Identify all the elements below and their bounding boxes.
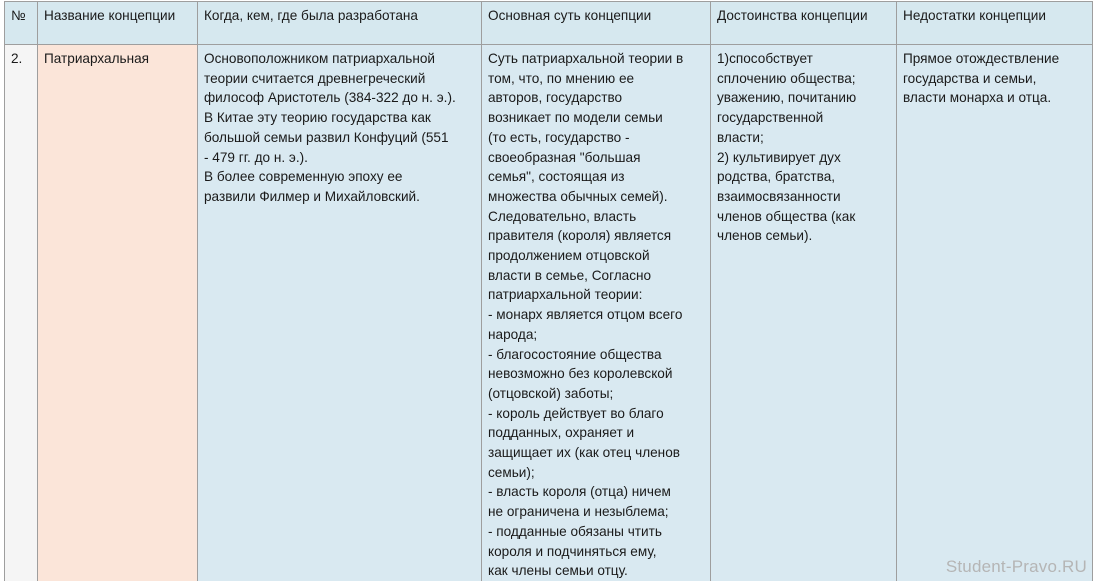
text-line: - власть короля (отца) ничем — [488, 484, 671, 500]
text-line: народа; — [488, 326, 538, 342]
text-line: власти монарха и отца. — [903, 90, 1052, 106]
concepts-table — [4, 1, 1093, 581]
text-line: как члены семьи отцу. — [488, 563, 628, 579]
text-line: авторов, государство — [488, 90, 623, 106]
table-row — [5, 45, 1093, 581]
text-line: подданных, охраняет и — [488, 425, 635, 441]
text-line: большой семьи развил Конфуций (551 — [204, 129, 449, 145]
text-line: правителя (короля) является — [488, 228, 672, 244]
cell-num: 2. — [5, 45, 38, 581]
text-line: невозможно без королевской — [488, 366, 673, 382]
text-line: членов семьи). — [717, 228, 813, 244]
text-line: В Китае эту теорию государства как — [204, 110, 431, 126]
text-line: В более современную эпоху ее — [204, 169, 403, 185]
text-line: том, что, по мнению ее — [488, 70, 635, 86]
text-line: 1)способствует — [717, 51, 813, 66]
cell-advantages — [711, 45, 897, 581]
text-line: родства, братства, — [717, 169, 836, 185]
table-header-row — [5, 2, 1093, 45]
text-line: развили Филмер и Михайловский. — [204, 188, 420, 204]
header-essence: Основная суть концепции — [482, 2, 711, 45]
cell-origin — [198, 45, 482, 581]
text-line: - благосостояние общества — [488, 346, 662, 362]
cell-name: Патриархальная — [38, 45, 198, 581]
text-line: возникает по модели семьи — [488, 110, 663, 126]
header-num: № — [5, 2, 38, 45]
text-line: защищает их (как отец членов — [488, 445, 680, 461]
header-name: Название концепции — [38, 2, 198, 45]
text-line: философ Аристотель (384-322 до н. э.). — [204, 90, 456, 106]
text-line: патриархальной теории: — [488, 287, 643, 303]
text-line: власти; — [717, 129, 764, 145]
cell-disadvantages — [897, 45, 1093, 581]
text-line: (то есть, государство - — [488, 129, 630, 145]
text-line: семьи); — [488, 464, 535, 480]
text-line: членов общества (как — [717, 208, 856, 224]
text-line: короля и подчиняться ему, — [488, 543, 657, 559]
text-line: своеобразная "большая — [488, 149, 641, 165]
text-line: - 479 гг. до н. э.). — [204, 149, 308, 165]
text-line: взаимосвязанности — [717, 188, 841, 204]
text-line: сплочению общества; — [717, 70, 856, 86]
text-line: государственной — [717, 110, 824, 126]
header-disadvantages: Недостатки концепции — [897, 2, 1093, 45]
text-line: власти в семье, Согласно — [488, 267, 652, 283]
header-origin: Когда, кем, где была разработана — [198, 2, 482, 45]
text-line: государства и семьи, — [903, 70, 1037, 86]
text-line: теории считается древнегреческий — [204, 70, 426, 86]
text-line: продолжением отцовской — [488, 248, 650, 264]
text-line: уважению, почитанию — [717, 90, 857, 106]
text-line: - король действует во благо — [488, 405, 664, 421]
cell-essence — [482, 45, 711, 581]
text-line: 2) культивирует дух — [717, 149, 841, 165]
header-advantages: Достоинства концепции — [711, 2, 897, 45]
text-line: Суть патриархальной теории в — [488, 51, 684, 66]
text-line: множества обычных семей). — [488, 188, 668, 204]
text-line: Следовательно, власть — [488, 208, 637, 224]
text-line: - монарх является отцом всего — [488, 307, 683, 323]
watermark: Student-Pravo.RU — [945, 557, 1087, 576]
text-line: - подданные обязаны чтить — [488, 523, 662, 539]
text-line: семья", состоящая из — [488, 169, 625, 185]
text-line: не ограничена и незыблема; — [488, 504, 669, 520]
text-line: Прямое отождествление — [903, 51, 1060, 66]
text-line: (отцовской) заботы; — [488, 385, 614, 401]
text-line: Основоположником патриархальной — [204, 51, 436, 66]
